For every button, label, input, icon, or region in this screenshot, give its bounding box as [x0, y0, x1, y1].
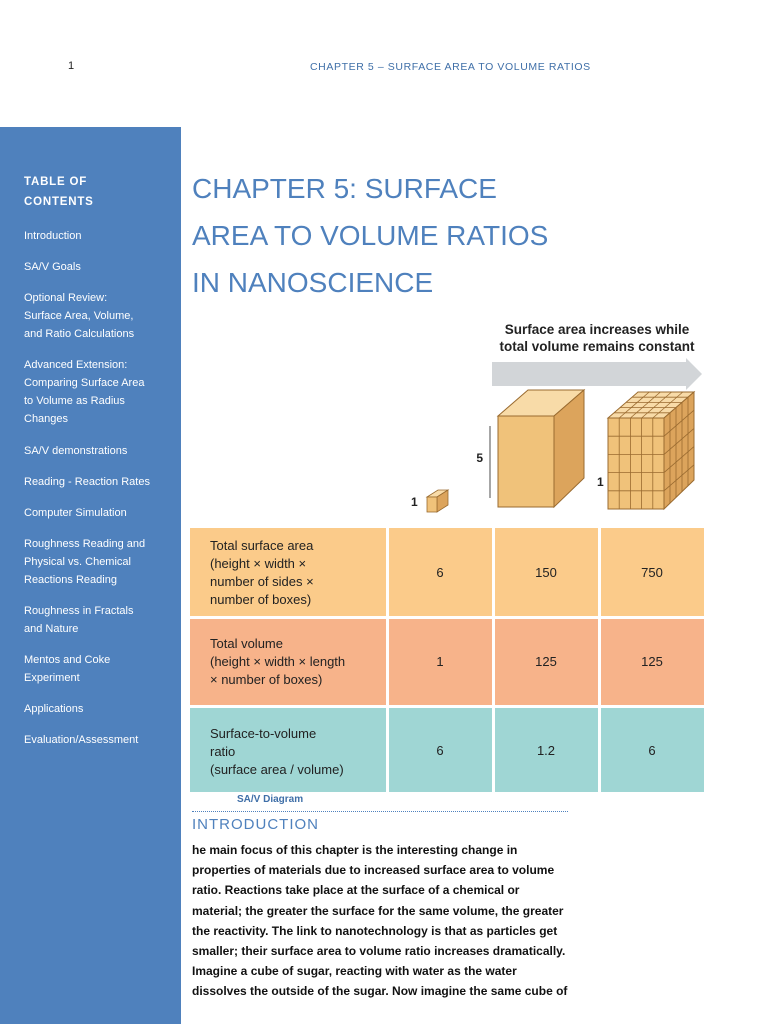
small-cube-dimension: 1	[411, 495, 418, 509]
arrow-caption-line-2: total volume remains constant	[499, 339, 695, 354]
big-cube	[498, 390, 584, 507]
table-row	[190, 528, 704, 616]
figure-caption: SA/V Diagram	[237, 794, 304, 805]
toc-item-optional-review[interactable]: Optional Review: Surface Area, Volume, and Ratio Calculations	[24, 292, 135, 340]
table-cell: 125	[535, 654, 557, 669]
caption-divider	[192, 811, 568, 812]
row-label-line: Total surface area	[210, 538, 314, 553]
toc-item-applications[interactable]: Applications	[24, 703, 84, 715]
row-label-line: × number of boxes)	[210, 672, 323, 687]
table-cell: 150	[535, 565, 557, 580]
table-cell: 1.2	[536, 743, 556, 758]
row-label-line: number of sides ×	[210, 574, 314, 589]
toc-item-evaluation-assessment[interactable]: Evaluation/Assessment	[24, 734, 139, 746]
table-cell: 6	[436, 743, 444, 758]
table-of-contents-sidebar	[0, 127, 181, 1024]
row-label-line: (height × width ×	[210, 556, 307, 571]
row-label-line: number of boxes)	[210, 592, 312, 607]
table-cell: 6	[436, 565, 444, 580]
toc-item-mentos-coke[interactable]: Mentos and Coke Experiment	[24, 654, 111, 684]
table-cell: 1	[436, 654, 444, 669]
toc-item-introduction[interactable]: Introduction	[24, 230, 82, 242]
row-label-line: (height × width × length	[210, 654, 346, 669]
page-number: 1	[68, 60, 75, 72]
table-row	[190, 708, 704, 792]
sav-diagram-graphic	[190, 318, 704, 792]
row-label-line: (surface area / volume)	[210, 762, 344, 777]
row-label-line: Total volume	[210, 636, 283, 651]
toc-item-sav-goals[interactable]: SA/V Goals	[24, 261, 81, 273]
sav-diagram	[190, 318, 704, 792]
table-row	[190, 619, 704, 705]
toc-item-sav-demonstrations[interactable]: SA/V demonstrations	[24, 445, 128, 457]
increase-arrow	[492, 358, 702, 390]
toc-item-roughness-reading[interactable]: Roughness Reading and Physical vs. Chemical Reactions Reading	[24, 538, 146, 586]
toc-heading: TABLE OF CONTENTS	[24, 176, 94, 208]
table-cell: 750	[641, 565, 663, 580]
toc-item-advanced-extension[interactable]: Advanced Extension: Comparing Surface Area to Volume as Radius Changes	[24, 359, 145, 425]
grid-cube	[608, 392, 694, 509]
table-cell: 125	[641, 654, 663, 669]
arrow-caption-line-1: Surface area increases while	[504, 322, 690, 337]
chapter-title: CHAPTER 5: SURFACE AREA TO VOLUME RATIOS IN NANOSCIENCE	[192, 173, 549, 298]
running-header: CHAPTER 5 – SURFACE AREA TO VOLUME RATIOS	[310, 61, 591, 73]
toc-item-roughness-fractals[interactable]: Roughness in Fractals and Nature	[24, 605, 134, 635]
big-cube-dimension: 5	[476, 451, 483, 465]
row-label-line: ratio	[210, 744, 236, 759]
toc-item-computer-simulation[interactable]: Computer Simulation	[24, 507, 127, 519]
table-cell: 6	[648, 743, 656, 758]
small-cube	[427, 490, 448, 512]
row-label-line: Surface-to-volume	[210, 726, 317, 741]
grid-cube-dimension: 1	[597, 475, 604, 489]
section-heading-introduction: INTRODUCTION	[192, 816, 319, 833]
toc-item-reading-reaction-rates[interactable]: Reading - Reaction Rates	[24, 476, 150, 488]
introduction-paragraph: he main focus of this chapter is the interesting change in properties of materials due to increased surface area to volume ratio. Reactions take place at the surface of a chemical or material; the greater the surface for the same volume, the greater the reactivity. The link to nanotechnology is that as particles get smaller; their surface area to volume ratio increases dramatically. Imagine a cube of sugar, reacting with water as the water dissolves the outside of the sugar. Now imagine the same cube of	[192, 843, 568, 999]
